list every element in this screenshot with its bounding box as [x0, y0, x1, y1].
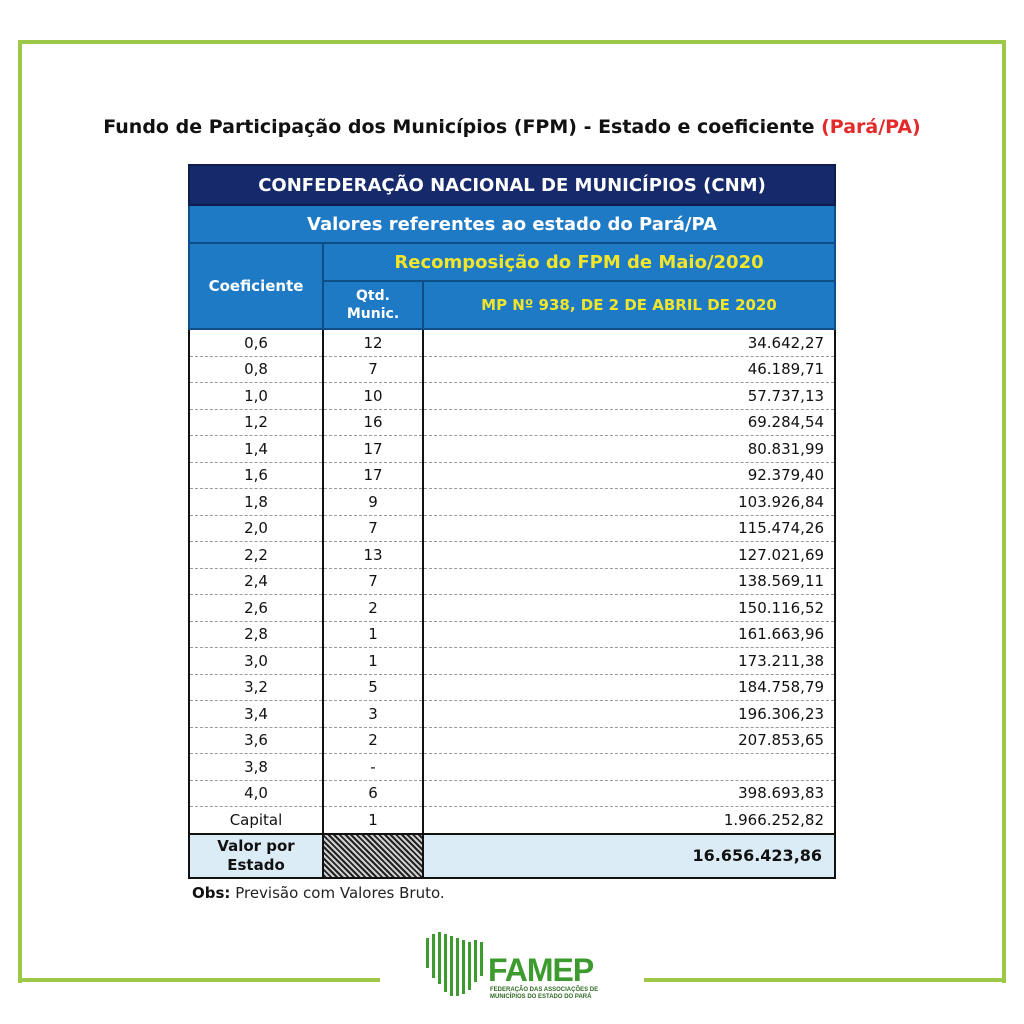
qtd-cell: 10: [323, 383, 423, 410]
table-row: [189, 727, 835, 754]
table-row: [189, 780, 835, 807]
valor-cell: 103.926,84: [423, 489, 835, 516]
logo-name: FAMEP: [488, 952, 594, 988]
coef-cell: 2,2: [189, 542, 323, 569]
total-label-line1: Valor por: [217, 836, 295, 855]
table-row: [189, 462, 835, 489]
coef-cell: 1,8: [189, 489, 323, 516]
coef-cell: 1,2: [189, 409, 323, 436]
table-row: [189, 701, 835, 728]
qtd-cell: 7: [323, 356, 423, 383]
valor-cell: 127.021,69: [423, 542, 835, 569]
total-label: [189, 834, 323, 878]
recomp-header: Recomposição do FPM de Maio/2020: [323, 243, 835, 281]
qtd-cell: 7: [323, 568, 423, 595]
qtd-header-line2: Munic.: [346, 306, 400, 322]
table-row: [189, 489, 835, 516]
qtd-cell: 12: [323, 329, 423, 356]
coef-cell: 2,6: [189, 595, 323, 622]
qtd-cell: 13: [323, 542, 423, 569]
obs-label: Obs:: [192, 884, 231, 902]
coef-cell: 3,2: [189, 674, 323, 701]
valor-cell: 1.966.252,82: [423, 807, 835, 834]
coef-header: Coeficiente: [189, 243, 323, 329]
table-row: [189, 648, 835, 675]
qtd-cell: -: [323, 754, 423, 781]
hatched-cell: [323, 834, 423, 878]
valor-cell: 173.211,38: [423, 648, 835, 675]
coef-cell: 4,0: [189, 780, 323, 807]
valor-cell: 57.737,13: [423, 383, 835, 410]
coef-cell: Capital: [189, 807, 323, 834]
table-row: [189, 595, 835, 622]
qtd-header-line1: Qtd.: [356, 288, 390, 304]
page-title: [0, 116, 1024, 138]
coef-cell: 1,4: [189, 436, 323, 463]
table-row: [189, 568, 835, 595]
table-row: [189, 383, 835, 410]
coef-cell: 0,8: [189, 356, 323, 383]
state-header-row: [189, 205, 835, 243]
table-row: [189, 409, 835, 436]
mp-header: MP Nº 938, DE 2 DE ABRIL DE 2020: [423, 281, 835, 329]
qtd-cell: 6: [323, 780, 423, 807]
logo-subtitle-line2: MUNICÍPIOS DO ESTADO DO PARÁ: [490, 994, 592, 1000]
org-header-row: [189, 165, 835, 205]
qtd-cell: 17: [323, 462, 423, 489]
valor-cell: 80.831,99: [423, 436, 835, 463]
valor-cell: 92.379,40: [423, 462, 835, 489]
qtd-cell: 1: [323, 807, 423, 834]
table-row: [189, 329, 835, 356]
frame-bottom-left: [18, 978, 380, 982]
valor-cell: 398.693,83: [423, 780, 835, 807]
qtd-cell: 1: [323, 648, 423, 675]
coef-cell: 3,0: [189, 648, 323, 675]
obs-text: Previsão com Valores Bruto.: [235, 884, 445, 902]
qtd-cell: 17: [323, 436, 423, 463]
qtd-cell: 9: [323, 489, 423, 516]
valor-cell: 207.853,65: [423, 727, 835, 754]
qtd-header: [323, 281, 423, 329]
total-row: [189, 834, 835, 878]
valor-cell: 161.663,96: [423, 621, 835, 648]
logo-subtitle-line1: FEDERAÇÃO DAS ASSOCIAÇÕES DE: [490, 987, 599, 993]
coef-cell: 1,6: [189, 462, 323, 489]
coef-cell: 2,8: [189, 621, 323, 648]
valor-cell: 150.116,52: [423, 595, 835, 622]
total-label-line2: Estado: [227, 855, 285, 874]
coef-cell: 3,4: [189, 701, 323, 728]
valor-cell: 196.306,23: [423, 701, 835, 728]
state-header: Valores referentes ao estado do Pará/PA: [189, 205, 835, 243]
table-row: [189, 436, 835, 463]
coef-cell: 1,0: [189, 383, 323, 410]
table-row: [189, 807, 835, 834]
table-row: [189, 674, 835, 701]
qtd-cell: 5: [323, 674, 423, 701]
org-header: CONFEDERAÇÃO NACIONAL DE MUNICÍPIOS (CNM): [189, 165, 835, 205]
valor-cell: [423, 754, 835, 781]
obs-note: [192, 884, 445, 902]
table-row: [189, 542, 835, 569]
coef-cell: 2,4: [189, 568, 323, 595]
table-row: [189, 621, 835, 648]
frame-bottom-right: [644, 978, 1006, 982]
valor-cell: 46.189,71: [423, 356, 835, 383]
coef-cell: 3,6: [189, 727, 323, 754]
qtd-cell: 16: [323, 409, 423, 436]
table-row: [189, 356, 835, 383]
coef-cell: 2,0: [189, 515, 323, 542]
table-row: [189, 754, 835, 781]
qtd-cell: 1: [323, 621, 423, 648]
valor-cell: 69.284,54: [423, 409, 835, 436]
valor-cell: 138.569,11: [423, 568, 835, 595]
valor-cell: 184.758,79: [423, 674, 835, 701]
table-row: [189, 515, 835, 542]
qtd-cell: 7: [323, 515, 423, 542]
qtd-cell: 2: [323, 595, 423, 622]
fpm-table: [188, 164, 836, 879]
qtd-cell: 3: [323, 701, 423, 728]
recomp-header-row: [189, 243, 835, 281]
valor-cell: 115.474,26: [423, 515, 835, 542]
title-text: Fundo de Participação dos Municípios (FPM) - Estado e coeficiente: [103, 116, 815, 138]
coef-cell: 3,8: [189, 754, 323, 781]
total-value: 16.656.423,86: [423, 834, 835, 878]
qtd-cell: 2: [323, 727, 423, 754]
title-state: (Pará/PA): [821, 116, 921, 138]
coef-cell: 0,6: [189, 329, 323, 356]
valor-cell: 34.642,27: [423, 329, 835, 356]
logo-subtitle: [490, 987, 600, 1001]
